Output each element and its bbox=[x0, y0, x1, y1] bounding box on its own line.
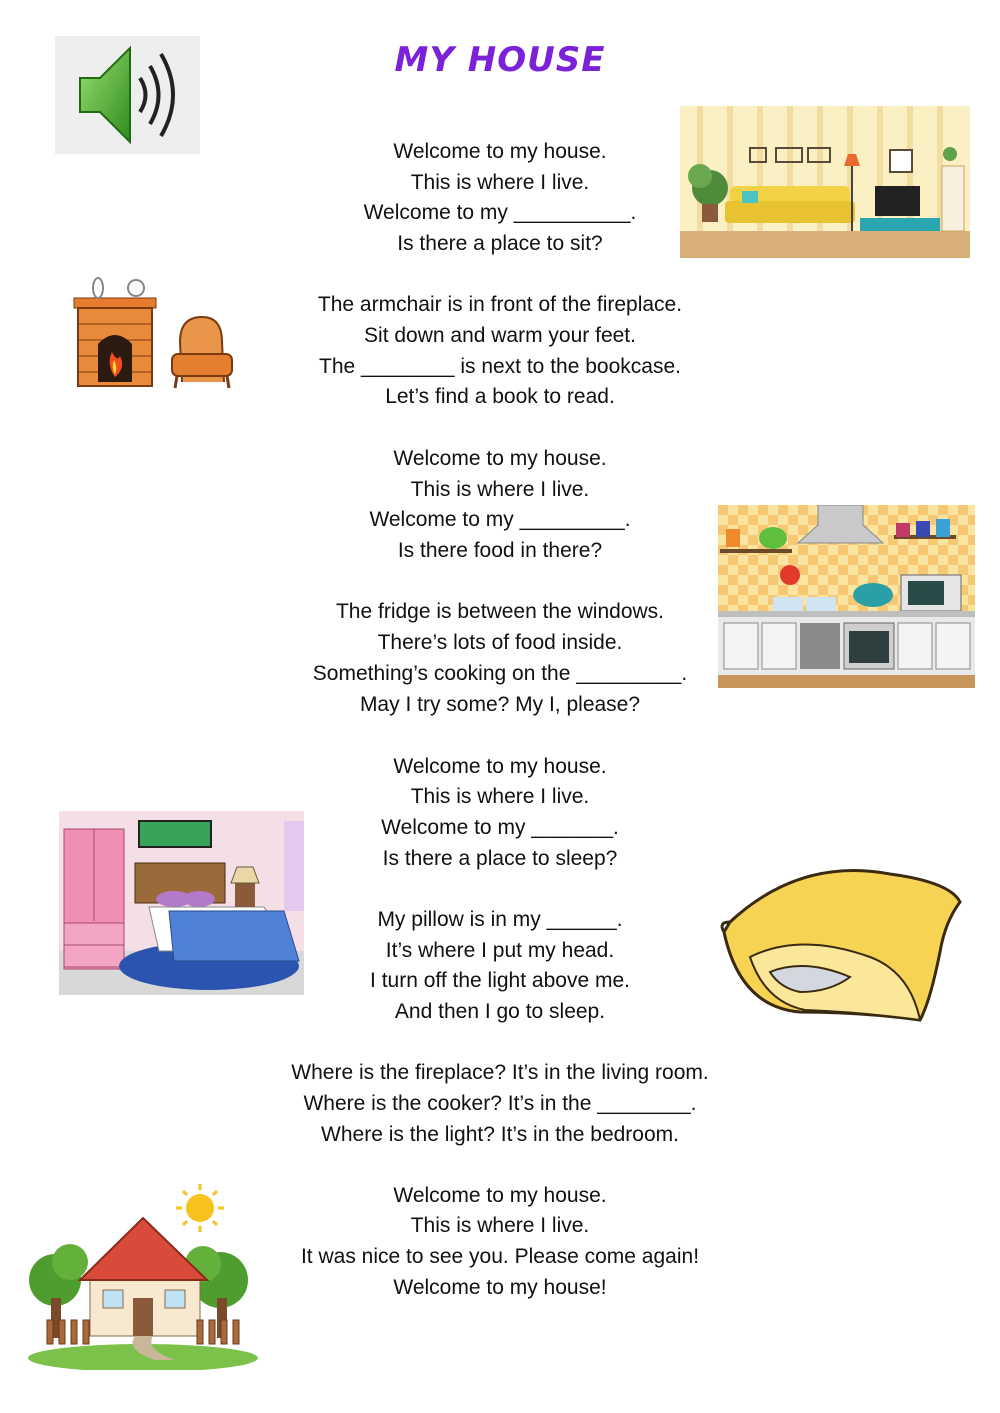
poem-line: Where is the light? It’s in the bedroom. bbox=[321, 1123, 679, 1146]
poem-line: This is where I live. bbox=[410, 785, 590, 808]
poem-line: It was nice to see you. Please come again! bbox=[300, 1245, 700, 1268]
poem-line: The ________ is next to the bookcase. bbox=[319, 355, 681, 378]
poem-line: My pillow is in my ______. bbox=[377, 908, 623, 931]
poem-line: Let’s find a book to read. bbox=[385, 385, 615, 408]
poem-line: I turn off the light above me. bbox=[370, 969, 630, 992]
poem-line: The armchair is in front of the fireplace. bbox=[317, 293, 683, 316]
poem-line: Welcome to my _______. bbox=[381, 816, 619, 839]
poem-line: Sit down and warm your feet. bbox=[364, 324, 636, 347]
poem-line: This is where I live. bbox=[410, 1214, 590, 1237]
poem-line: Welcome to my house. bbox=[393, 1184, 607, 1207]
poem-line: Welcome to my house. bbox=[393, 447, 607, 470]
poem-line: Is there a place to sit? bbox=[397, 232, 603, 255]
poem-line: And then I go to sleep. bbox=[394, 1000, 606, 1023]
poem-line: Welcome to my _________. bbox=[369, 508, 631, 531]
poem-line: Where is the fireplace? It’s in the living room. bbox=[291, 1061, 709, 1084]
poem-line: Welcome to my __________. bbox=[363, 201, 637, 224]
poem-line: Something’s cooking on the _________. bbox=[312, 662, 688, 685]
poem-line: Is there a place to sleep? bbox=[382, 847, 618, 870]
poem-line: Welcome to my house. bbox=[393, 140, 607, 163]
poem-line: Is there food in there? bbox=[397, 539, 603, 562]
poem-line: There’s lots of food inside. bbox=[377, 631, 623, 654]
poem-line: It’s where I put my head. bbox=[385, 939, 615, 962]
poem-line: The fridge is between the windows. bbox=[335, 600, 664, 623]
poem-line: This is where I live. bbox=[410, 171, 590, 194]
poem-line: Welcome to my house! bbox=[393, 1276, 607, 1299]
poem-line: May I try some? My I, please? bbox=[359, 693, 641, 716]
poem-line: Where is the cooker? It’s in the ________. bbox=[303, 1092, 697, 1115]
speaker-icon[interactable] bbox=[55, 36, 200, 154]
page-title: MY HOUSE bbox=[394, 40, 606, 80]
poem-line: This is where I live. bbox=[410, 478, 590, 501]
poem-line: Welcome to my house. bbox=[393, 755, 607, 778]
